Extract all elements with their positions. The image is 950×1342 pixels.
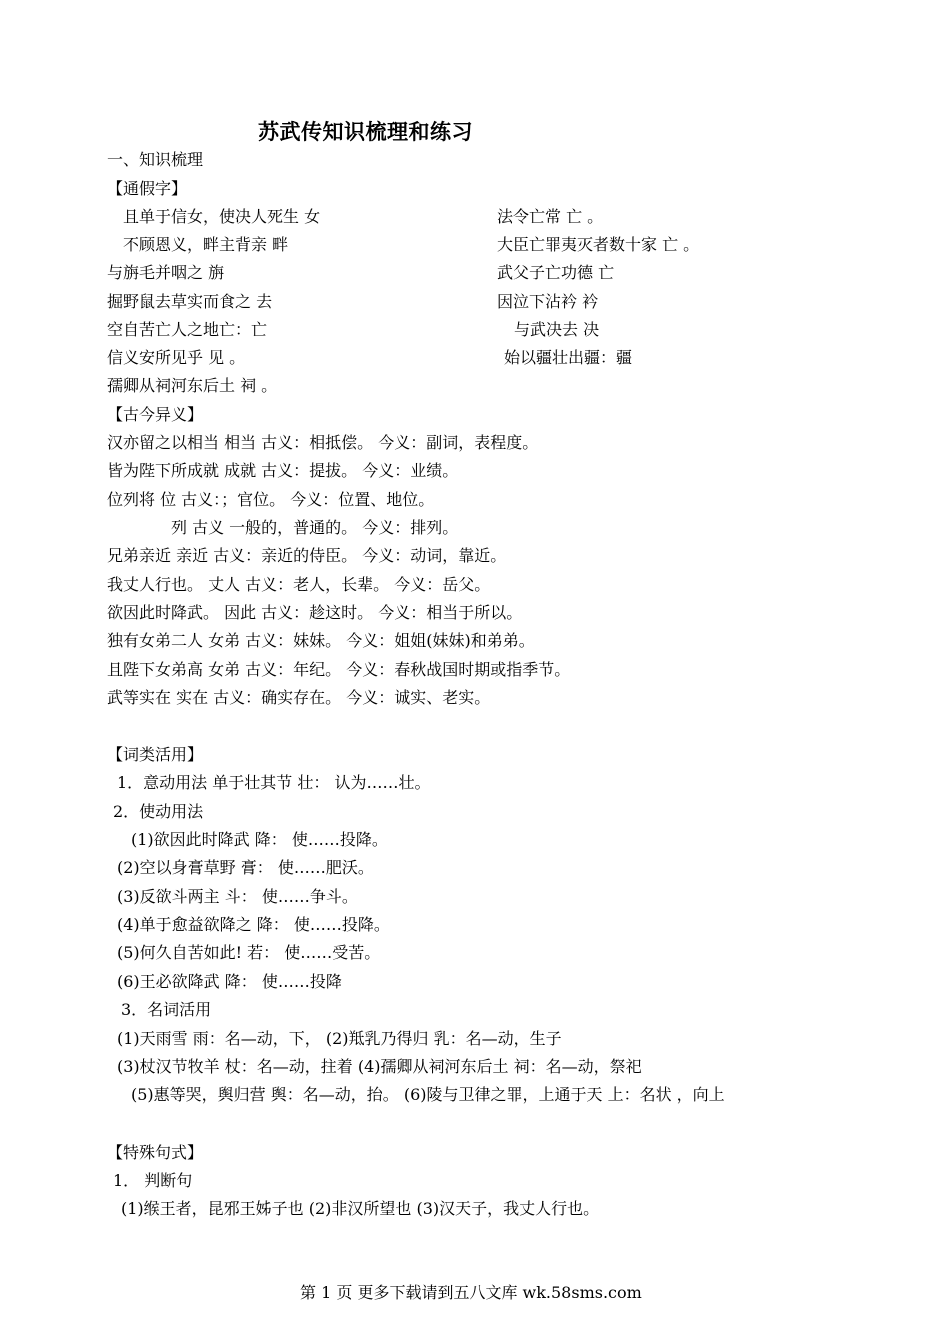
tongjia-right-line: 始以疆壮出疆：疆 [504,348,633,367]
tongjia-right-line: 因泣下沾衿 衿 [497,292,599,311]
gujin-line: 汉亦留之以相当 相当 古义：相抵偿。 今义：副词，表程度。 [107,433,539,452]
section-heading-knowledge: 一、知识梳理 [107,150,204,169]
gujin-line: 皆为陛下所成就 成就 古义：提拔。 今义：业绩。 [107,461,459,480]
gujin-line: 我丈人行也。 丈人 古义：老人，长辈。 今义：岳父。 [107,575,491,594]
tongjia-left-line: 信义安所见乎 见 。 [107,348,246,367]
cilei-line: (4)单于愈益欲降之 降： 使……投降。 [117,915,390,934]
cilei-line: (2)空以身膏草野 膏： 使……肥沃。 [117,858,374,877]
cilei-line: (5)惠等哭，舆归营 舆：名—动，抬。 (6)陵与卫律之罪，上通于天 上：名状 ，向上 [131,1085,725,1104]
cilei-line: (5)何久自苦如此! 若： 使……受苦。 [117,943,381,962]
gujin-line: 独有女弟二人 女弟 古义：妹妹。 今义：姐姐(妹妹)和弟弟。 [107,631,535,650]
tongjia-left-line: 孺卿从祠河东后土 祠 。 [107,376,278,395]
document-title: 苏武传知识梳理和练习 [258,119,473,144]
gujin-line: 欲因此时降武。 因此 古义：趁这时。 今义：相当于所以。 [107,603,523,622]
cilei-line: (3)反欲斗两主 斗： 使……争斗。 [117,887,358,906]
tongjia-right-line: 大臣亡罪夷灭者数十家 亡 。 [497,235,700,254]
tongjia-right-line: 武父子亡功德 亡 [497,263,615,282]
cilei-line: 1．意动用法 单于壮其节 壮： 认为……壮。 [117,773,431,792]
tongjia-left-line: 与旃毛并咽之 旃 [107,263,225,282]
teshu-line: 1． 判断句 [113,1171,193,1190]
gujin-line: 兄弟亲近 亲近 古义：亲近的侍臣。 今义：动词，靠近。 [107,546,507,565]
heading-tongjia: 【通假字】 [107,179,188,198]
gujin-line: 且陛下女弟高 女弟 古义：年纪。 今义：春秋战国时期或指季节。 [107,660,571,679]
page-footer: 第 1 页 更多下载请到五八文库 wk.58sms.com [300,1283,642,1302]
cilei-line: (1)天雨雪 雨：名—动，下， (2)羝乳乃得归 乳：名—动，生子 [117,1029,562,1048]
cilei-line: (1)欲因此时降武 降： 使……投降。 [131,830,388,849]
cilei-line: 2．使动用法 [113,802,204,821]
teshu-line: (1)缑王者，昆邪王姊子也 (2)非汉所望也 (3)汉天子，我丈人行也。 [121,1199,600,1218]
tongjia-left-line: 掘野鼠去草实而食之 去 [107,292,273,311]
cilei-line: 3．名词活用 [121,1000,212,1019]
heading-teshu: 【特殊句式】 [107,1143,204,1162]
gujin-line: 列 古义 一般的，普通的。 今义：排列。 [171,518,459,537]
cilei-line: (6)王必欲降武 降： 使……投降 [117,972,342,991]
gujin-line: 武等实在 实在 古义：确实存在。 今义：诚实、老实。 [107,688,491,707]
tongjia-right-line: 法令亡常 亡 。 [497,207,604,226]
tongjia-left-line: 且单于信女，使决人死生 女 [123,207,321,226]
tongjia-left-line: 空自苦亡人之地亡：亡 [107,320,268,339]
tongjia-left-line: 不顾恩义，畔主背亲 畔 [123,235,289,254]
gujin-line: 位列将 位 古义：；官位。 今义：位置、地位。 [107,490,435,509]
heading-gujin: 【古今异义】 [107,405,204,424]
heading-cilei: 【词类活用】 [107,745,204,764]
tongjia-right-line: 与武决去 决 [514,320,600,339]
cilei-line: (3)杖汉节牧羊 杖：名—动，拄着 (4)孺卿从祠河东后土 祠：名—动，祭祀 [117,1057,642,1076]
